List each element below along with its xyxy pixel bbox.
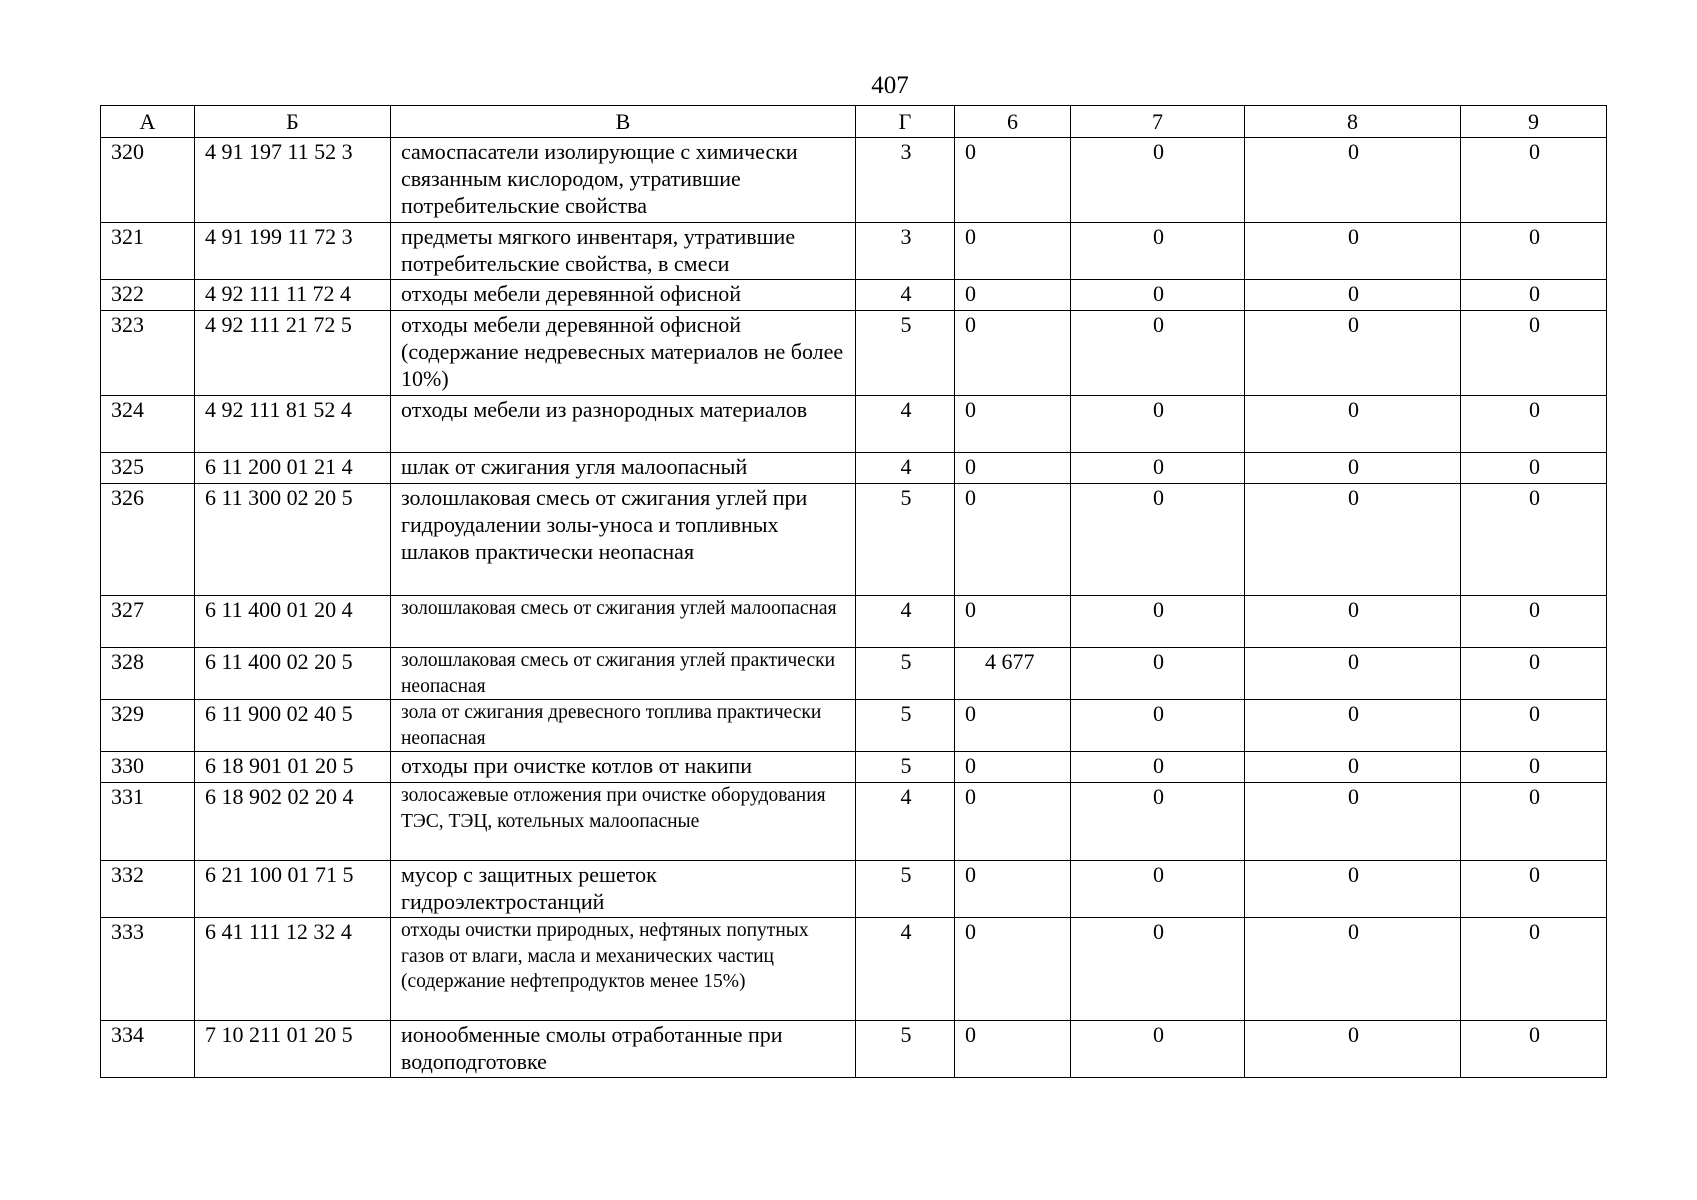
col-7-cell: 0 (1071, 484, 1245, 596)
waste-name-cell: отходы очистки природных, нефтяных попутных газов от влаги, масла и механических частиц (содержание нефтепродуктов менее 15%) (391, 918, 856, 1021)
table-row (101, 783, 1607, 861)
col-9-cell: 0 (1461, 138, 1607, 223)
row-number-cell: 325 (101, 453, 195, 484)
hazard-class-cell: 4 (856, 918, 955, 1021)
col-9-cell: 0 (1461, 596, 1607, 648)
col-8-cell: 0 (1245, 396, 1461, 453)
hazard-class-cell: 5 (856, 861, 955, 918)
col-7-cell: 0 (1071, 453, 1245, 484)
waste-name-cell: мусор с защитных решеток гидроэлектростанций (391, 861, 856, 918)
col-7-cell: 0 (1071, 700, 1245, 752)
waste-code-cell: 6 11 200 01 21 4 (195, 453, 391, 484)
waste-code-cell: 6 11 400 02 20 5 (195, 648, 391, 700)
hazard-class-cell: 5 (856, 752, 955, 783)
col-7-cell: 0 (1071, 311, 1245, 396)
col-6-cell: 0 (955, 596, 1071, 648)
col-7-cell: 0 (1071, 648, 1245, 700)
row-number-cell: 334 (101, 1021, 195, 1078)
header-cell-b: Б (195, 106, 391, 138)
row-number-cell: 331 (101, 783, 195, 861)
row-number-cell: 330 (101, 752, 195, 783)
row-number-cell: 328 (101, 648, 195, 700)
header-cell-a: А (101, 106, 195, 138)
header-cell-9: 9 (1461, 106, 1607, 138)
col-8-cell: 0 (1245, 861, 1461, 918)
col-9-cell: 0 (1461, 783, 1607, 861)
col-9-cell: 0 (1461, 918, 1607, 1021)
col-8-cell: 0 (1245, 223, 1461, 280)
hazard-class-cell: 5 (856, 484, 955, 596)
col-7-cell: 0 (1071, 138, 1245, 223)
table-body (101, 138, 1607, 1078)
table-row (101, 396, 1607, 453)
col-6-cell: 0 (955, 138, 1071, 223)
col-6-cell: 4 677 (955, 648, 1071, 700)
row-number-cell: 322 (101, 280, 195, 311)
header-cell-6: 6 (955, 106, 1071, 138)
waste-table (100, 105, 1607, 1078)
table-header (101, 106, 1607, 138)
hazard-class-cell: 5 (856, 311, 955, 396)
col-8-cell: 0 (1245, 752, 1461, 783)
col-9-cell: 0 (1461, 453, 1607, 484)
col-9-cell: 0 (1461, 648, 1607, 700)
waste-code-cell: 4 92 111 21 72 5 (195, 311, 391, 396)
waste-name-cell: самоспасатели изолирующие с химически связанным кислородом, утратившие потребительские свойства (391, 138, 856, 223)
waste-name-cell: ионообменные смолы отработанные при водоподготовке (391, 1021, 856, 1078)
waste-code-cell: 4 91 197 11 52 3 (195, 138, 391, 223)
col-8-cell: 0 (1245, 648, 1461, 700)
waste-name-cell: золосажевые отложения при очистке оборудования ТЭС, ТЭЦ, котельных малоопасные (391, 783, 856, 861)
table-row (101, 752, 1607, 783)
col-8-cell: 0 (1245, 700, 1461, 752)
waste-code-cell: 4 91 199 11 72 3 (195, 223, 391, 280)
table-row (101, 700, 1607, 752)
col-6-cell: 0 (955, 484, 1071, 596)
col-9-cell: 0 (1461, 752, 1607, 783)
waste-code-cell: 6 18 902 02 20 4 (195, 783, 391, 861)
col-9-cell: 0 (1461, 396, 1607, 453)
col-9-cell: 0 (1461, 280, 1607, 311)
waste-name-cell: шлак от сжигания угля малоопасный (391, 453, 856, 484)
table-row (101, 311, 1607, 396)
hazard-class-cell: 4 (856, 280, 955, 311)
col-6-cell: 0 (955, 396, 1071, 453)
col-6-cell: 0 (955, 1021, 1071, 1078)
col-6-cell: 0 (955, 861, 1071, 918)
hazard-class-cell: 4 (856, 596, 955, 648)
table-row (101, 280, 1607, 311)
table-row (101, 861, 1607, 918)
col-6-cell: 0 (955, 700, 1071, 752)
header-cell-7: 7 (1071, 106, 1245, 138)
col-6-cell: 0 (955, 783, 1071, 861)
col-8-cell: 0 (1245, 484, 1461, 596)
table-row (101, 453, 1607, 484)
col-8-cell: 0 (1245, 918, 1461, 1021)
col-8-cell: 0 (1245, 138, 1461, 223)
col-7-cell: 0 (1071, 596, 1245, 648)
waste-name-cell: золошлаковая смесь от сжигания углей малоопасная (391, 596, 856, 648)
hazard-class-cell: 4 (856, 453, 955, 484)
col-8-cell: 0 (1245, 596, 1461, 648)
waste-name-cell: отходы мебели деревянной офисной (391, 280, 856, 311)
header-cell-g: Г (856, 106, 955, 138)
col-8-cell: 0 (1245, 311, 1461, 396)
table-row (101, 223, 1607, 280)
col-9-cell: 0 (1461, 484, 1607, 596)
hazard-class-cell: 4 (856, 783, 955, 861)
row-number-cell: 329 (101, 700, 195, 752)
row-number-cell: 332 (101, 861, 195, 918)
col-7-cell: 0 (1071, 918, 1245, 1021)
waste-name-cell: отходы при очистке котлов от накипи (391, 752, 856, 783)
col-6-cell: 0 (955, 918, 1071, 1021)
table-row (101, 648, 1607, 700)
col-9-cell: 0 (1461, 223, 1607, 280)
row-number-cell: 326 (101, 484, 195, 596)
col-9-cell: 0 (1461, 861, 1607, 918)
table-row (101, 596, 1607, 648)
col-7-cell: 0 (1071, 280, 1245, 311)
row-number-cell: 323 (101, 311, 195, 396)
waste-name-cell: золошлаковая смесь от сжигания углей при гидроудалении золы-уноса и топливных шлаков практически неопасная (391, 484, 856, 596)
waste-code-cell: 6 11 300 02 20 5 (195, 484, 391, 596)
waste-code-cell: 6 18 901 01 20 5 (195, 752, 391, 783)
col-7-cell: 0 (1071, 783, 1245, 861)
col-7-cell: 0 (1071, 861, 1245, 918)
col-9-cell: 0 (1461, 1021, 1607, 1078)
waste-code-cell: 6 41 111 12 32 4 (195, 918, 391, 1021)
table-row (101, 918, 1607, 1021)
table-row (101, 1021, 1607, 1078)
header-cell-v: В (391, 106, 856, 138)
waste-code-cell: 6 11 400 01 20 4 (195, 596, 391, 648)
row-number-cell: 324 (101, 396, 195, 453)
col-8-cell: 0 (1245, 783, 1461, 861)
table-row (101, 138, 1607, 223)
waste-name-cell: отходы мебели деревянной офисной (содержание недревесных материалов не более 10%) (391, 311, 856, 396)
hazard-class-cell: 3 (856, 138, 955, 223)
col-8-cell: 0 (1245, 280, 1461, 311)
hazard-class-cell: 5 (856, 1021, 955, 1078)
hazard-class-cell: 3 (856, 223, 955, 280)
col-6-cell: 0 (955, 311, 1071, 396)
waste-name-cell: отходы мебели из разнородных материалов (391, 396, 856, 453)
waste-code-cell: 4 92 111 11 72 4 (195, 280, 391, 311)
hazard-class-cell: 5 (856, 648, 955, 700)
header-row (101, 106, 1607, 138)
page-number: 407 (871, 72, 909, 99)
waste-code-cell: 4 92 111 81 52 4 (195, 396, 391, 453)
col-6-cell: 0 (955, 453, 1071, 484)
col-6-cell: 0 (955, 280, 1071, 311)
waste-code-cell: 7 10 211 01 20 5 (195, 1021, 391, 1078)
row-number-cell: 333 (101, 918, 195, 1021)
hazard-class-cell: 4 (856, 396, 955, 453)
waste-code-cell: 6 21 100 01 71 5 (195, 861, 391, 918)
header-cell-8: 8 (1245, 106, 1461, 138)
col-7-cell: 0 (1071, 223, 1245, 280)
table-row (101, 484, 1607, 596)
waste-name-cell: золошлаковая смесь от сжигания углей практически неопасная (391, 648, 856, 700)
col-8-cell: 0 (1245, 453, 1461, 484)
col-9-cell: 0 (1461, 700, 1607, 752)
waste-name-cell: предметы мягкого инвентаря, утратившие потребительские свойства, в смеси (391, 223, 856, 280)
col-7-cell: 0 (1071, 1021, 1245, 1078)
waste-code-cell: 6 11 900 02 40 5 (195, 700, 391, 752)
hazard-class-cell: 5 (856, 700, 955, 752)
col-8-cell: 0 (1245, 1021, 1461, 1078)
col-7-cell: 0 (1071, 752, 1245, 783)
col-7-cell: 0 (1071, 396, 1245, 453)
col-9-cell: 0 (1461, 311, 1607, 396)
row-number-cell: 327 (101, 596, 195, 648)
col-6-cell: 0 (955, 223, 1071, 280)
col-6-cell: 0 (955, 752, 1071, 783)
row-number-cell: 321 (101, 223, 195, 280)
row-number-cell: 320 (101, 138, 195, 223)
waste-name-cell: зола от сжигания древесного топлива практически неопасная (391, 700, 856, 752)
